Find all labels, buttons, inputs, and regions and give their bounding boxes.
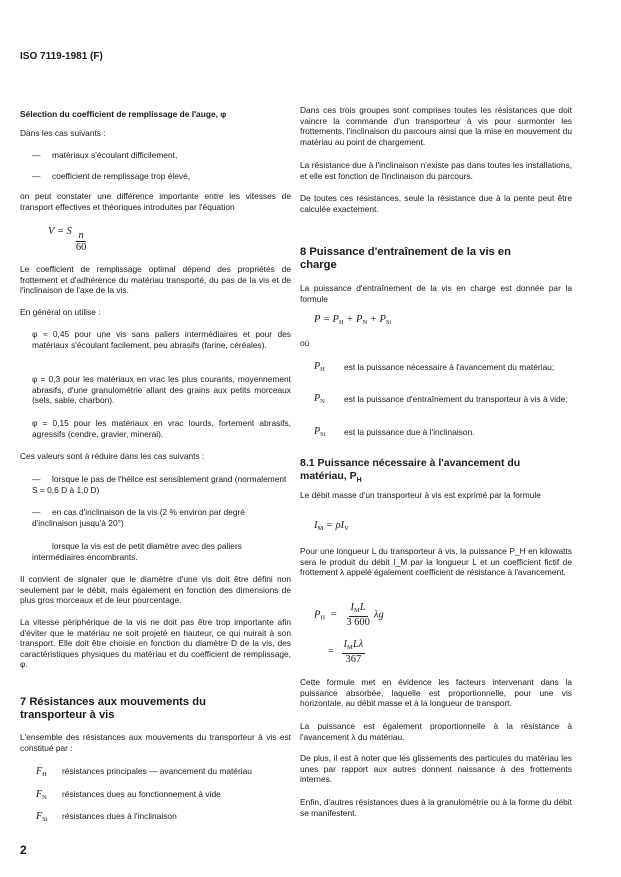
- list-item: — matériaux s'écoulant difficilement,: [32, 150, 178, 160]
- paragraph: La vitesse périphérique de la vis ne doit pas être trop importante afin d'éviter que le matériau ne soit projeté en hauteur, ce qui nuirait à son transport. Elle doit être choisie en fonction du diamètre D de la vis, des caractéristiques physiques du matériau et du coefficient de remplissage, φ.: [20, 617, 291, 670]
- definition-fn: $F_N$ résistances dues au fonctionnement à vide: [36, 789, 221, 801]
- paragraph: Dans ces trois groupes sont comprises toutes les résistances que doit vaincre la commande d'un transporteur à vis pour surmonter les frottements, l'inclinaison du parcours ainsi que la mise en mouvement du matériau au point de chargement.: [300, 105, 572, 147]
- equation-ph: $P_H$ = $\frac{I_ML}{3 600}$ λg: [314, 602, 384, 628]
- document-code: ISO 7119-1981 (F): [20, 51, 103, 62]
- equation-ph-simplified: = $\frac{I_ML\lambda}{367}$: [328, 639, 364, 665]
- list-item: lorsque la vis est de petit diamètre avec des paliers intermédiaires encombrants.: [32, 541, 242, 562]
- paragraph: La puissance d'entraînement de la vis en charge est donnée par la formule: [300, 283, 572, 304]
- equation-v: V = S $\frac{n}{60}$: [48, 226, 87, 253]
- list-item: — lorsque le pas de l'hélice est sensiblement grand (normalement S = 0,6 D à 1,0 D): [32, 474, 287, 495]
- definition-pst: $P_{St}$ est la puissance due à l'inclinaison.: [314, 426, 475, 438]
- paragraph: L'ensemble des résistances aux mouvements du transporteur à vis est constitué par :: [20, 732, 291, 753]
- page-number: 2: [20, 843, 27, 857]
- equation-p: $P = P_H + P_N + P_{St}$: [314, 314, 392, 326]
- paragraph: Cette formule met en évidence les facteurs intervenant dans la puissance absorbée, laquelle est proportionnelle, pour une vis horizontale, au débit masse et à la longueur de transport.: [300, 677, 572, 709]
- list-item: — en cas d'inclinaison de la vis (2 % environ par degré d'inclinaison jusqu'à 20°): [32, 507, 245, 528]
- paragraph: Ces valeurs sont à réduire dans les cas suivants :: [20, 451, 205, 461]
- equation-im: $I_M = \rho I_V$: [314, 520, 349, 532]
- paragraph: où: [300, 338, 310, 348]
- definition-pn: $P_N$ est la puissance d'entraînement du transporteur à vis à vide;: [314, 393, 568, 405]
- list-item: φ = 0,15 pour les matériaux en vrac lourds, fortement abrasifs, agressifs (cendre, gravier, minerai).: [32, 418, 291, 439]
- paragraph: En général on utilise :: [20, 307, 101, 317]
- paragraph: De toutes ces résistances, seule la résistance due à la pente peut être calculée exactement.: [300, 193, 572, 214]
- paragraph: Enfin, d'autres résistances dues à la granulométrie ou à la forme du débit se manifestent.: [300, 797, 572, 818]
- definition-ph: $P_H$ est la puissance nécessaire à l'avancement du matériau;: [314, 361, 555, 373]
- paragraph: on peut constater une différence importante entre les vitesses de transport effectives et théoriques introduites par l'équation: [20, 191, 291, 212]
- paragraph: Dans les cas suivants :: [20, 128, 106, 138]
- section-title-remplissage: Sélection du coefficient de remplissage de l'auge, φ: [20, 109, 227, 119]
- paragraph: Il convient de signaler que le diamètre d'une vis doit être défini non seulement par le débit, mais également en fonction des dimensions de plus gros morceaux et de leur pourcentage.: [20, 574, 291, 606]
- section-8-title: 8 Puissance d'entraînement de la vis en charge: [300, 246, 511, 271]
- list-item: φ ≈ 0,45 pour une vis sans paliers intermédiaires et pour des matériaux s'écoulant facilement, peu abrasifs (farine, céréales).: [32, 329, 291, 350]
- section-7-title: 7 Résistances aux mouvements du transporteur à vis: [20, 696, 206, 721]
- definition-fst: $F_{St}$ résistances dues à l'inclinaison: [36, 811, 177, 823]
- list-item: — coefficient de remplissage trop élevé,: [32, 171, 191, 181]
- paragraph: La puissance est également proportionnelle à la résistance à l'avancement λ du matériau.: [300, 721, 572, 742]
- paragraph: Le coefficient de remplissage optimal dépend des propriétés de frottement et d'adhérence du matériau transporté, du pas de la vis et de l'inclinaison de l'axe de la vis.: [20, 264, 291, 296]
- definition-fh: $F_H$ résistances principales — avancement du matériau: [36, 766, 252, 778]
- paragraph: Le débit masse d'un transporteur à vis est exprimé par la formule: [300, 490, 541, 500]
- list-item: φ = 0,3 pour les matériaux en vrac les plus courants, moyennement abrasifs, d'une granulométrie allant des grains aux petits morceaux (sels, sable, charbon).: [32, 374, 291, 406]
- paragraph: Pour une longueur L du transporteur à vis, la puissance P_H en kilowatts sera le produit du débit I_M par la longueur L et un coefficient fictif de frottement λ appelé également coefficient de résistance à l'avancement.: [300, 546, 572, 578]
- section-8-1-title: 8.1 Puissance nécessaire à l'avancement du matériau, $P_H$: [300, 457, 521, 484]
- paragraph: La résistance due à l'inclinaison n'existe pas dans toutes les installations, et elle est fonction de l'inclinaison du parcours.: [300, 160, 572, 181]
- paragraph: De plus, il est à noter que les glissements des particules du matériau les unes par rapport aux autres donnent naissance à des frottements internes.: [300, 753, 572, 785]
